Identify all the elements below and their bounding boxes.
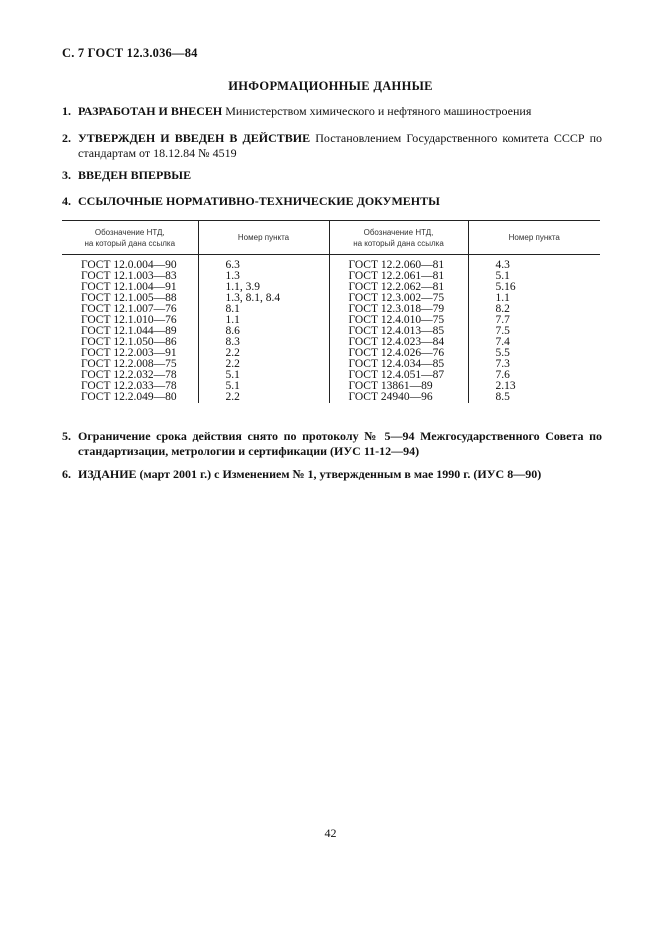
doc-cell: ГОСТ 12.2.033—78 xyxy=(62,381,198,392)
item-text: Министерством химического и нефтяного машиностроения xyxy=(225,104,532,118)
item-number: 3. xyxy=(62,168,71,182)
doc-cell: ГОСТ 12.2.061—81 xyxy=(329,271,468,282)
point-cell: 5.1 xyxy=(198,370,329,381)
point-cell: 6.3 xyxy=(198,255,329,272)
point-cell: 1.1 xyxy=(495,292,510,304)
point-cell: 5.5 xyxy=(495,347,510,359)
doc-cell: ГОСТ 12.1.004—91 xyxy=(62,282,198,293)
header-point-right: Номер пункта xyxy=(468,221,600,255)
item-number: 4. xyxy=(62,194,71,208)
point-cell: 7.7 xyxy=(495,314,510,326)
item-text: ИЗДАНИЕ (март 2001 г.) с Изменением № 1, утвержденным в мае 1990 г. (ИУС 8—90) xyxy=(78,467,542,481)
point-cell: 1.3 xyxy=(198,271,329,282)
point-cell: 8.1 xyxy=(198,304,329,315)
doc-cell: ГОСТ 12.4.026—76 xyxy=(329,348,468,359)
doc-cell: ГОСТ 12.4.051—87 xyxy=(329,370,468,381)
doc-cell: ГОСТ 12.1.005—88 xyxy=(62,293,198,304)
header-doc-right: Обозначение НТД, на который дана ссылка xyxy=(329,221,468,255)
item-heading: ВВЕДЕН ВПЕРВЫЕ xyxy=(78,168,192,182)
section-title: ИНФОРМАЦИОННЫЕ ДАННЫЕ xyxy=(228,79,433,93)
doc-cell: ГОСТ 12.3.018—79 xyxy=(329,304,468,315)
item-number: 6. xyxy=(62,467,71,481)
page-header: С. 7 ГОСТ 12.3.036—84 xyxy=(62,46,198,60)
header-point-left: Номер пункта xyxy=(198,221,329,255)
point-cell: 7.3 xyxy=(495,358,510,370)
item-6 xyxy=(62,467,602,482)
doc-cell: ГОСТ 12.2.049—80 xyxy=(62,392,198,403)
item-heading: РАЗРАБОТАН И ВНЕСЕН xyxy=(78,104,223,118)
point-cell: 5.1 xyxy=(198,381,329,392)
doc-cell: ГОСТ 12.1.010—76 xyxy=(62,315,198,326)
point-cell: 1.1 xyxy=(198,315,329,326)
table-header-row xyxy=(62,221,600,255)
point-cell: 2.2 xyxy=(198,348,329,359)
table-row xyxy=(62,255,600,272)
point-cell: 8.5 xyxy=(495,391,510,403)
header-doc-left: Обозначение НТД, на который дана ссылка xyxy=(62,221,198,255)
point-cell: 7.4 xyxy=(495,336,510,348)
point-cell: 8.2 xyxy=(495,303,510,315)
item-text: Постановлением Государственного комитета СССР по стандартам от 18.12.84 № 4519 xyxy=(78,131,603,160)
point-cell: 5.16 xyxy=(495,281,516,293)
item-2 xyxy=(62,131,602,161)
doc-cell: ГОСТ 12.1.003—83 xyxy=(62,271,198,282)
point-cell: 1.1, 3.9 xyxy=(198,282,329,293)
item-5 xyxy=(62,429,602,459)
doc-cell: ГОСТ 12.4.034—85 xyxy=(329,359,468,370)
point-cell: 2.2 xyxy=(198,359,329,370)
doc-cell: ГОСТ 12.1.050—86 xyxy=(62,337,198,348)
point-cell: 7.6 xyxy=(495,369,510,381)
point-cell: 1.3, 8.1, 8.4 xyxy=(198,293,329,304)
doc-cell: ГОСТ 12.3.002—75 xyxy=(329,293,468,304)
item-3 xyxy=(62,168,602,183)
table-row xyxy=(62,392,600,403)
doc-cell: ГОСТ 12.2.062—81 xyxy=(329,282,468,293)
point-cell: 2.13 xyxy=(495,380,516,392)
doc-cell: ГОСТ 12.2.008—75 xyxy=(62,359,198,370)
item-number: 5. xyxy=(62,429,71,443)
point-cell: 4.3 xyxy=(495,259,510,271)
point-cell: 8.6 xyxy=(198,326,329,337)
item-number: 1. xyxy=(62,104,71,118)
point-cell: 2.2 xyxy=(198,392,329,403)
point-cell: 5.1 xyxy=(495,270,510,282)
item-text: Ограничение срока действия снято по протоколу № 5—94 Межгосударственного Совета по стандартизации, метрологии и сертификации (ИУС 11-12—94) xyxy=(78,429,602,458)
point-cell: 7.5 xyxy=(495,325,510,337)
doc-cell: ГОСТ 12.0.004—90 xyxy=(62,255,198,272)
doc-cell: ГОСТ 12.1.044—89 xyxy=(62,326,198,337)
item-number: 2. xyxy=(62,131,71,145)
item-4 xyxy=(62,194,602,209)
reference-documents-table xyxy=(62,220,600,403)
doc-cell: ГОСТ 12.2.003—91 xyxy=(62,348,198,359)
doc-cell: ГОСТ 12.2.032—78 xyxy=(62,370,198,381)
table-body xyxy=(62,255,600,404)
doc-cell: ГОСТ 12.4.023—84 xyxy=(329,337,468,348)
doc-cell: ГОСТ 13861—89 xyxy=(329,381,468,392)
doc-cell: ГОСТ 12.4.010—75 xyxy=(329,315,468,326)
item-heading: УТВЕРЖДЕН И ВВЕДЕН В ДЕЙСТВИЕ xyxy=(78,131,311,145)
point-cell: 8.3 xyxy=(198,337,329,348)
doc-cell: ГОСТ 24940—96 xyxy=(329,392,468,403)
doc-cell: ГОСТ 12.1.007—76 xyxy=(62,304,198,315)
item-1 xyxy=(62,104,602,119)
doc-cell: ГОСТ 12.4.013—85 xyxy=(329,326,468,337)
doc-cell: ГОСТ 12.2.060—81 xyxy=(329,255,468,272)
page-number: 42 xyxy=(324,826,337,840)
item-heading: ССЫЛОЧНЫЕ НОРМАТИВНО-ТЕХНИЧЕСКИЕ ДОКУМЕНТЫ xyxy=(78,194,440,208)
